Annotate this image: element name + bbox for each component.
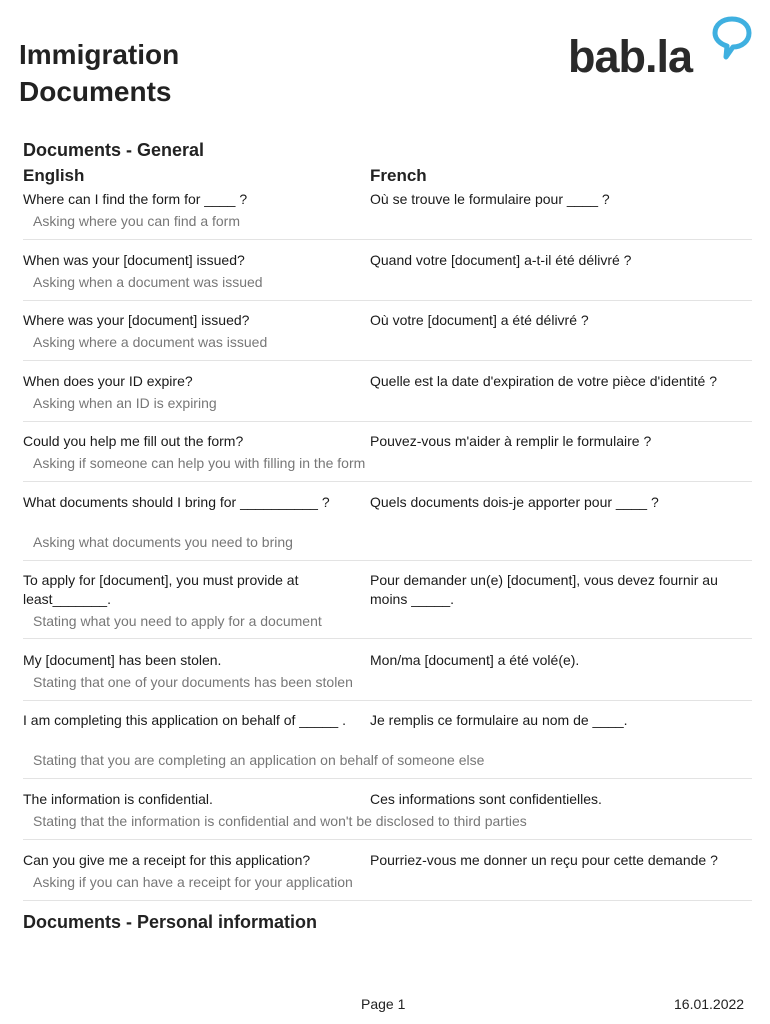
phrase-usage-note: Stating what you need to apply for a document: [33, 613, 322, 629]
phrase-english: The information is confidential.: [23, 791, 213, 807]
phrase-usage-note: Stating that you are completing an application on behalf of someone else: [33, 752, 485, 768]
phrase-usage-note: Asking when an ID is expiring: [33, 395, 217, 411]
phrase-usage-note: Asking if you can have a receipt for your application: [33, 874, 353, 890]
section-title-personal-information: Documents - Personal information: [23, 912, 318, 932]
document-title: [19, 36, 179, 110]
phrase-usage-note: Stating that the information is confidential and won't be disclosed to third parties: [33, 813, 527, 829]
phrase-french: Je remplis ce formulaire au nom de ____.: [370, 712, 628, 728]
phrase-row: [23, 790, 752, 840]
phrase-english: Could you help me fill out the form?: [23, 433, 244, 449]
speech-bubble-icon: [712, 16, 752, 60]
column-header-french: French: [370, 166, 427, 185]
phrase-french: Quels documents dois-je apporter pour ____ ?: [370, 494, 659, 510]
phrase-french: Ces informations sont confidentielles.: [370, 791, 602, 807]
phrase-row: [23, 190, 752, 240]
phrase-french: Quand votre [document] a-t-il été délivré ?: [370, 252, 632, 268]
title-line-2: Documents: [19, 76, 172, 107]
column-header-english: English: [23, 166, 85, 185]
phrase-usage-note: Stating that one of your documents has been stolen: [33, 674, 353, 690]
phrase-english: When was your [document] issued?: [23, 252, 245, 268]
phrase-french: Pourriez-vous me donner un reçu pour cette demande ?: [370, 852, 718, 868]
phrase-usage-note: Asking if someone can help you with filling in the form: [33, 455, 366, 471]
section-title-general: Documents - General: [23, 140, 205, 160]
phrase-row: [23, 711, 752, 779]
phrase-french: Où votre [document] a été délivré ?: [370, 312, 589, 328]
phrase-usage-note: Asking where you can find a form: [33, 213, 240, 229]
phrase-french: Pouvez-vous m'aider à remplir le formulaire ?: [370, 433, 652, 449]
logo-text: bab.la: [568, 31, 693, 82]
phrase-english: My [document] has been stolen.: [23, 652, 222, 668]
phrase-row: [23, 571, 752, 639]
phrase-usage-note: Asking what documents you need to bring: [33, 534, 293, 550]
phrase-french: Mon/ma [document] a été volé(e).: [370, 652, 580, 668]
print-date: 16.01.2022: [674, 996, 745, 1012]
phrase-usage-note: Asking where a document was issued: [33, 334, 268, 350]
phrase-french: Où se trouve le formulaire pour ____ ?: [370, 191, 610, 207]
page-number: Page 1: [361, 996, 406, 1012]
phrase-english: When does your ID expire?: [23, 373, 193, 389]
phrase-english: To apply for [document], you must provide at least_______.: [23, 572, 299, 607]
phrase-french: Pour demander un(e) [document], vous devez fournir au moins _____.: [370, 572, 718, 607]
phrase-english: What documents should I bring for __________ ?: [23, 494, 330, 510]
phrase-english: I am completing this application on behalf of _____ .: [23, 712, 346, 728]
phrase-row: [23, 311, 752, 361]
phrase-row: [23, 651, 752, 701]
phrase-english: Where can I find the form for ____ ?: [23, 191, 248, 207]
title-line-1: Immigration: [19, 39, 180, 70]
phrase-english: Where was your [document] issued?: [23, 312, 250, 328]
phrase-english: Can you give me a receipt for this application?: [23, 852, 311, 868]
phrase-row: [23, 372, 752, 422]
phrase-row: [23, 851, 752, 901]
babla-logo: [566, 16, 756, 82]
phrase-usage-note: Asking when a document was issued: [33, 274, 263, 290]
phrase-row: [23, 432, 752, 482]
phrase-row: [23, 251, 752, 301]
phrase-french: Quelle est la date d'expiration de votre pièce d'identité ?: [370, 373, 718, 389]
phrase-row: [23, 493, 752, 561]
